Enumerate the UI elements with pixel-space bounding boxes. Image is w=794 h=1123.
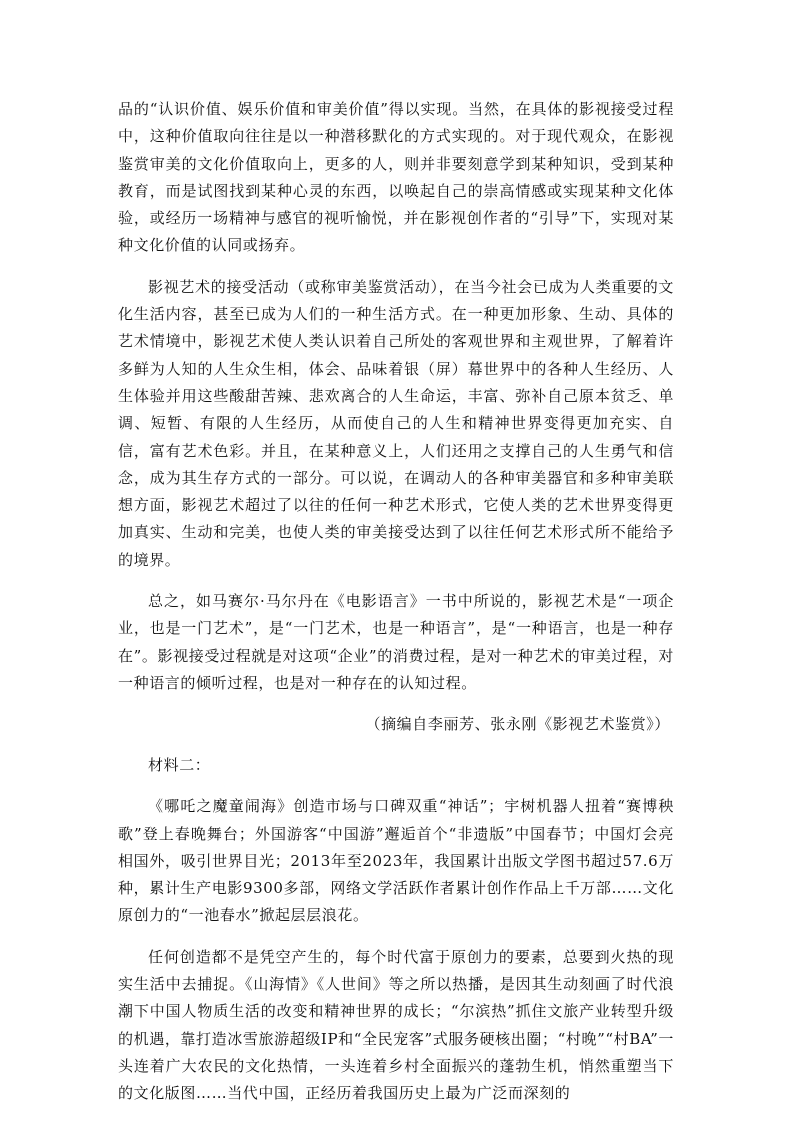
material-label: 材料二：: [148, 756, 211, 775]
paragraph-2: 影视艺术的接受活动（或称审美鉴赏活动），在当今社会已成为人类重要的文化生活内容，甚至已成为人们的一种生活方式。在一种更加形象、生动、具体的艺术情境中，影视艺术使人类认识着自己所处的客观世界和主观世界，了解着许多鲜为人知的人生众生相，体会、品味着银（屏）幕世界中的各种人生经历、人生体验并用这些酸甜苦辣、悲欢离合的人生命运，丰富、弥补自己原本贫乏、单调、短暂、有限的人生经历，从而使自己的人生和精神世界变得更加充实、自信，富有艺术色彩。并且，在某种意义上，人们还用之支撑自己的人生勇气和信念，成为其生存方式的一部分。可以说，在调动人的各种审美器官和多种审美联想方面，影视艺术超过了以往的任何一种艺术形式，它使人类的艺术世界变得更加真实、生动和完美，也使人类的审美接受达到了以往任何艺术形式所不能给予的境界。: [118, 277, 674, 569]
paragraph-1: 品的“认识价值、娱乐价值和审美价值”得以实现。当然，在具体的影视接受过程中，这种价值取向往往是以一种潜移默化的方式实现的。对于现代观众，在影视鉴赏审美的文化价值取向上，更多的人，则并非要刻意学到某种知识，受到某种教育，而是试图找到某种心灵的东西，以唤起自己的崇高情感或实现某种文化体验，或经历一场精神与感官的视听愉悦，并在影视创作者的“引导”下，实现对某种文化价值的认同或扬弃。: [118, 100, 674, 255]
material-paragraph-1: 《哪吒之魔童闹海》创造市场与口碑双重“神话”；宇树机器人扭着“赛博秧歌”登上春晚舞台；外国游客“中国游”邂逅首个“非遗版”中国春节；中国灯会亮相国外，吸引世界目光；2013年至2023年，我国累计出版文学图书超过57.6万种，累计生产电影9300多部，网络文学活跃作者累计创作作品上千万部……文化原创力的“一池春水”掀起层层浪花。: [118, 797, 674, 925]
material-paragraph-2: 任何创造都不是凭空产生的，每个时代富于原创力的要素，总要到火热的现实生活中去捕捉。《山海情》《人世间》等之所以热播，是因其生动刻画了时代浪潮下中国人物质生活的改变和精神世界的成长；“尔滨热”抓住文旅产业转型升级的机遇，靠打造冰雪旅游超级IP和“全民宠客”式服务硬核出圈；“村晚”“村BA”一头连着广大农民的文化热情，一头连着乡村全面振兴的蓬勃生机，悄然重塑当下的文化版图……当代中国，正经历着我国历史上最为广泛而深刻的: [118, 947, 674, 1103]
source-citation: （摘编自李丽芳、张永刚《影视艺术鉴赏》）: [365, 715, 670, 734]
document-body: [118, 96, 674, 1108]
paragraph-3: 总之，如马赛尔·马尔丹在《电影语言》一书中所说的，影视艺术是“一项企业，也是一门艺术”，是“一门艺术，也是一种语言”，是“一种语言，也是一种存在”。影视接受过程就是对这项“企业”的消费过程，是对一种艺术的审美过程，对一种语言的倾听过程，也是对一种存在的认知过程。: [118, 592, 674, 692]
